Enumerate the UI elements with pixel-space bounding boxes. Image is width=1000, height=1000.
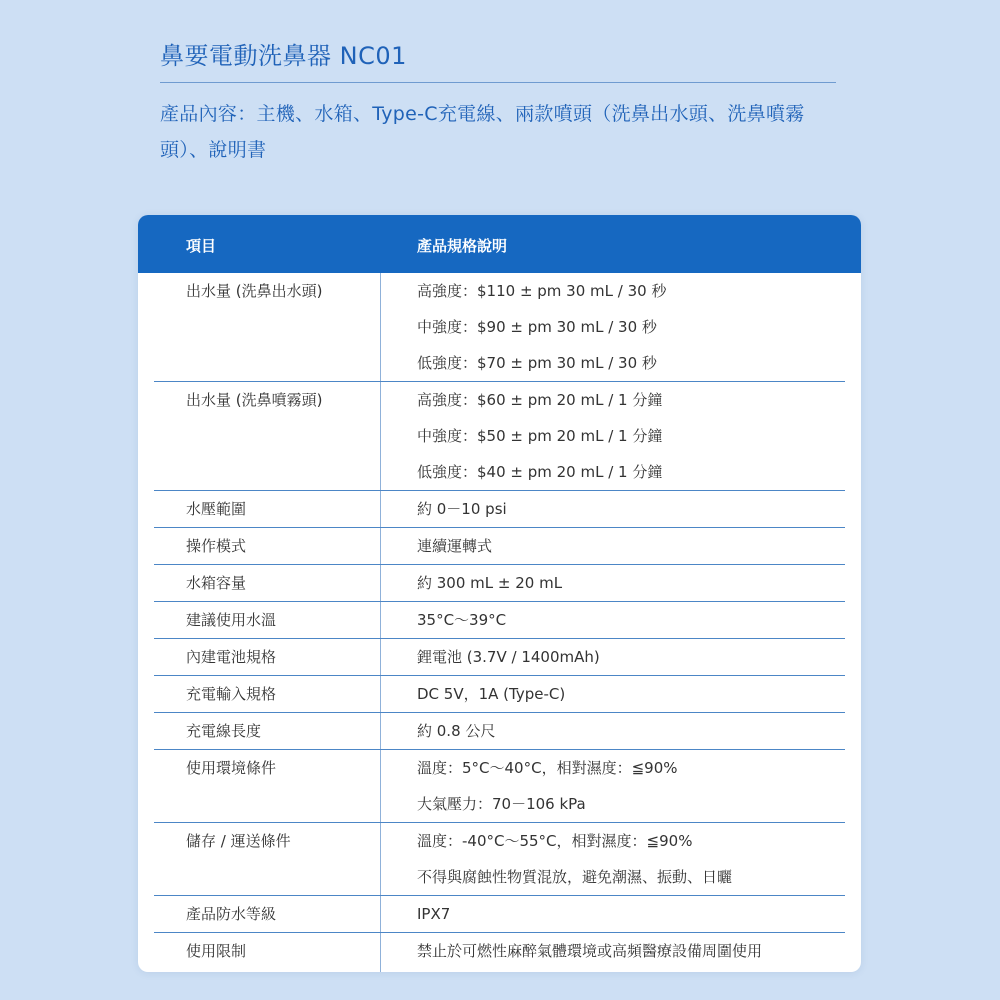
- table-row: [154, 896, 845, 933]
- table-row: [154, 676, 845, 713]
- row-item-label: 充電輸入規格: [186, 685, 277, 703]
- spec-value: 溫度：5°C～40°C，相對濕度：≦90%: [417, 759, 678, 777]
- spec-value: 約 0.8 公尺: [417, 722, 496, 740]
- table-row: [154, 491, 845, 528]
- row-item-label: 水箱容量: [186, 574, 247, 592]
- spec-value: IPX7: [417, 905, 451, 923]
- table-row: [154, 528, 845, 565]
- row-spec-list: [380, 713, 845, 749]
- spec-value: 約 300 mL ± 20 mL: [417, 574, 563, 592]
- table-row: [154, 823, 845, 896]
- spec-value: DC 5V，1A (Type-C): [417, 685, 566, 703]
- row-item-label: 充電線長度: [186, 722, 262, 740]
- table-row: [154, 565, 845, 602]
- spec-value: 35°C～39°C: [417, 611, 507, 629]
- row-item-label: 使用環境條件: [186, 759, 277, 777]
- row-spec-list: [380, 528, 845, 564]
- row-spec-list: [380, 565, 845, 601]
- spec-value: 大氣壓力：70－106 kPa: [417, 795, 586, 813]
- row-spec-list: [380, 602, 845, 638]
- table-row: [154, 933, 845, 969]
- spec-value: 鋰電池 (3.7V / 1400mAh): [417, 648, 600, 666]
- spec-value: 不得與腐蝕性物質混放，避免潮濕、振動、日曬: [417, 868, 733, 886]
- spec-value: 禁止於可燃性麻醉氣體環境或高頻醫療設備周圍使用: [417, 942, 763, 960]
- row-item-label: 水壓範圍: [186, 500, 247, 518]
- row-item-label: 內建電池規格: [186, 648, 277, 666]
- page-title: 鼻要電動洗鼻器 NC01: [160, 42, 407, 70]
- package-contents: 產品內容：主機、水箱、Type-C充電線、兩款噴頭（洗鼻出水頭、洗鼻噴霧頭）、說明書: [160, 103, 805, 161]
- spec-value: 約 0－10 psi: [417, 500, 507, 518]
- spec-value: 中強度：$50 ± pm 20 mL / 1 分鐘: [417, 427, 663, 445]
- row-item-label: 儲存 / 運送條件: [186, 832, 291, 850]
- spec-value: 高強度：$60 ± pm 20 mL / 1 分鐘: [417, 391, 663, 409]
- table-body: [138, 273, 861, 969]
- table-header: [138, 215, 861, 273]
- row-item-label: 產品防水等級: [186, 905, 277, 923]
- row-item-label: 建議使用水溫: [186, 611, 277, 629]
- spec-value: 連續運轉式: [417, 537, 493, 555]
- table-row: [154, 750, 845, 823]
- spec-value: 低強度：$70 ± pm 30 mL / 30 秒: [417, 354, 657, 372]
- row-spec-list: [380, 273, 845, 381]
- row-spec-list: [380, 896, 845, 932]
- table-row: [154, 713, 845, 750]
- row-spec-list: [380, 933, 845, 969]
- table-row: [154, 273, 845, 382]
- spec-value: 低強度：$40 ± pm 20 mL / 1 分鐘: [417, 463, 663, 481]
- spec-table-card: [138, 215, 861, 972]
- spec-value: 中強度：$90 ± pm 30 mL / 30 秒: [417, 318, 657, 336]
- table-row: [154, 639, 845, 676]
- header-item: 項目: [186, 237, 217, 255]
- spec-value: 溫度：-40°C～55°C，相對濕度：≦90%: [417, 832, 693, 850]
- row-item-label: 出水量 (洗鼻出水頭): [186, 282, 323, 300]
- row-item-label: 操作模式: [186, 537, 247, 555]
- row-spec-list: [380, 639, 845, 675]
- row-spec-list: [380, 750, 845, 822]
- row-spec-list: [380, 823, 845, 895]
- row-spec-list: [380, 491, 845, 527]
- table-row: [154, 382, 845, 491]
- spec-value: 高強度：$110 ± pm 30 mL / 30 秒: [417, 282, 667, 300]
- row-spec-list: [380, 676, 845, 712]
- row-item-label: 出水量 (洗鼻噴霧頭): [186, 391, 323, 409]
- header-spec: 產品規格說明: [417, 237, 508, 255]
- row-spec-list: [380, 382, 845, 490]
- table-row: [154, 602, 845, 639]
- row-item-label: 使用限制: [186, 942, 247, 960]
- title-divider: [160, 82, 836, 83]
